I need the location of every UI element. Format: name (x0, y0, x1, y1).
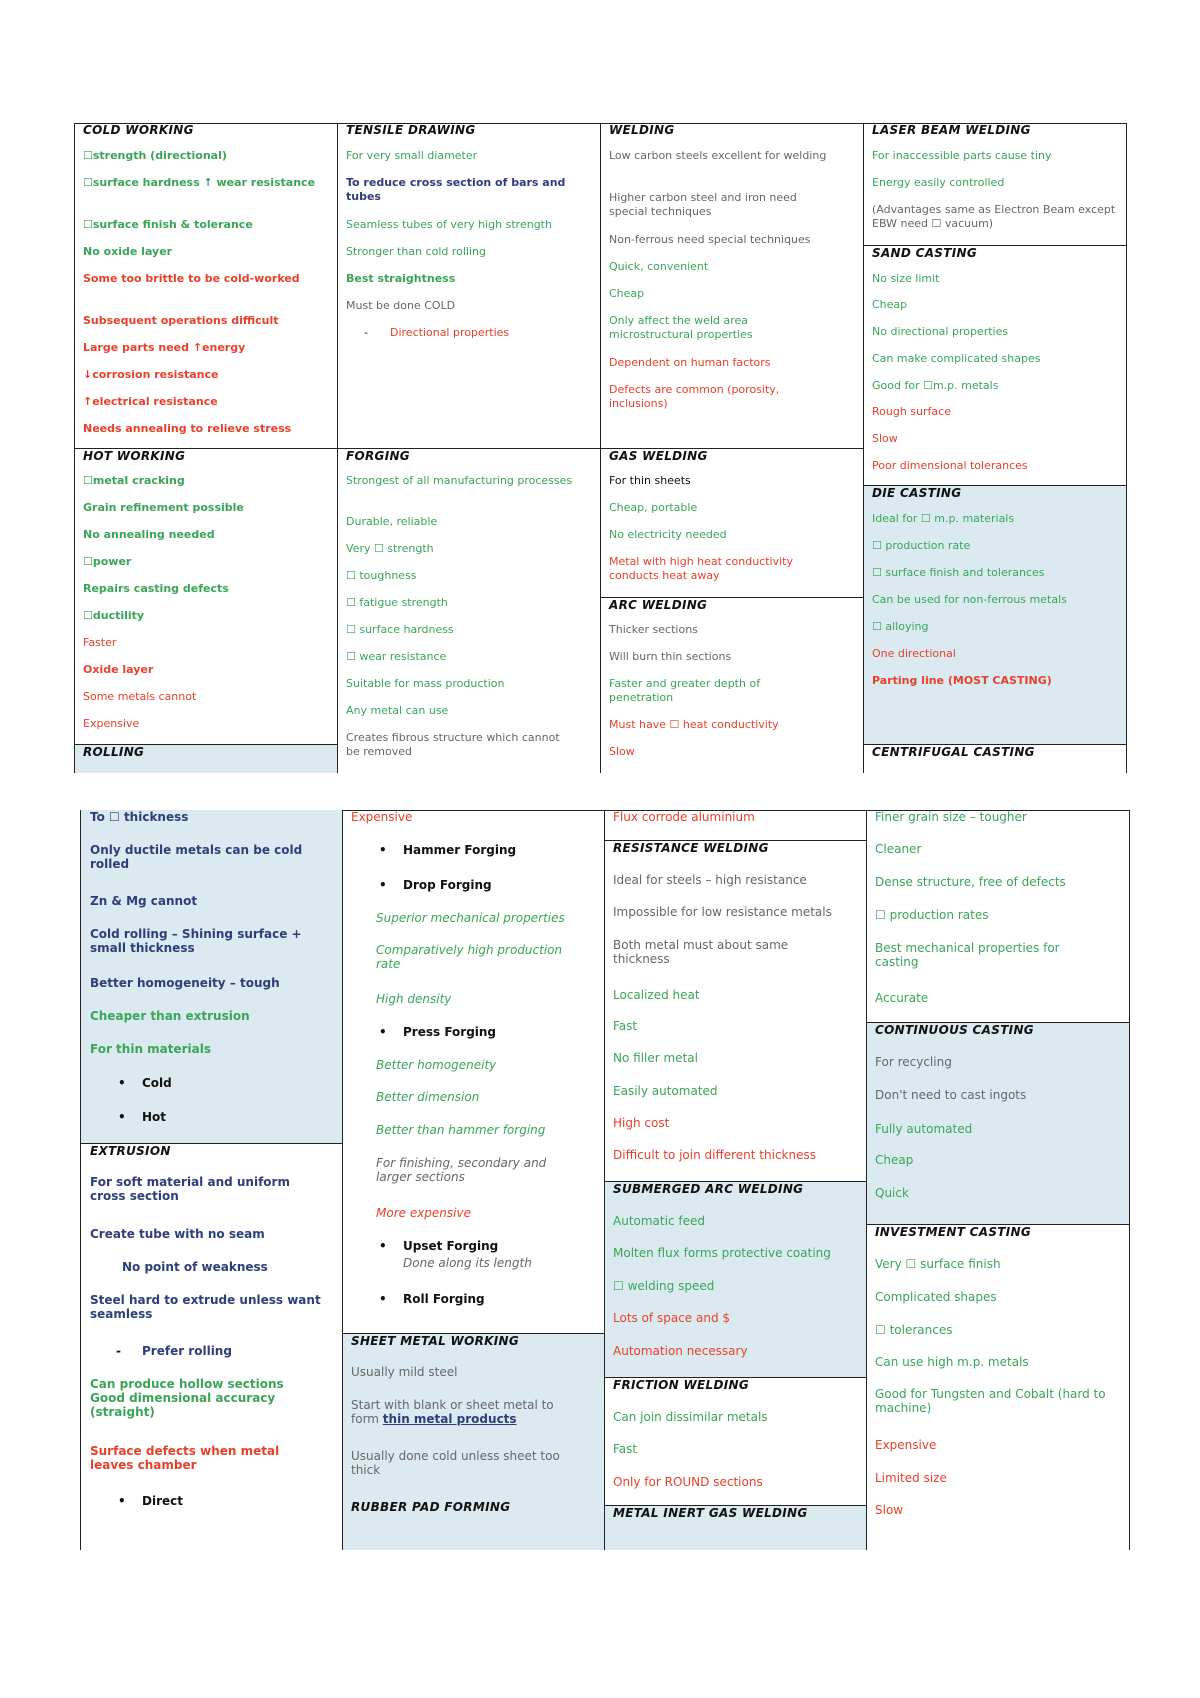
item: For finishing, secondary and larger sections (376, 1156, 547, 1184)
item: Cheap, portable (609, 501, 698, 514)
item: Molten flux forms protective coating (613, 1246, 831, 1260)
sheet2-column-3 (605, 810, 867, 1550)
heading-investment-casting: INVESTMENT CASTING (875, 1225, 1032, 1239)
item: Usually done cold unless sheet too thick (351, 1449, 560, 1477)
item: Defects are common (porosity, inclusions) (609, 383, 780, 410)
sheet1-column-2 (338, 123, 601, 773)
item: For very small diameter (346, 149, 478, 162)
section-continuous-casting (867, 1022, 1129, 1224)
section-friction-welding (605, 1377, 866, 1505)
item: Subsequent operations difficult (83, 314, 279, 327)
item: Large parts need ↑energy (83, 341, 246, 354)
item: Seamless tubes of very high strength (346, 218, 552, 231)
item: Fully automated (875, 1122, 973, 1136)
item: ☐strength (directional) (83, 149, 227, 162)
item: ☐ fatigue strength (346, 596, 448, 609)
item: Cheaper than extrusion (90, 1009, 250, 1023)
section-rolling-continued (81, 810, 342, 1143)
item: Expensive (83, 717, 140, 730)
item: Steel hard to extrude unless want seamless (90, 1293, 321, 1321)
item: ☐surface hardness ↑ wear resistance (83, 176, 316, 189)
section-investment-casting (867, 1224, 1129, 1550)
item: No filler metal (613, 1051, 698, 1065)
heading-gas-welding: GAS WELDING (609, 449, 708, 463)
sheet2-column-2 (343, 810, 605, 1550)
heading-rubber-pad-forming: RUBBER PAD FORMING (351, 1500, 511, 1514)
item: • Hot (142, 1110, 322, 1124)
item: For recycling (875, 1055, 952, 1069)
item: Some too brittle to be cold-worked (83, 272, 300, 285)
section-metal-inert-gas-welding (605, 1505, 866, 1550)
section-hot-working (75, 448, 337, 744)
item: Can use high m.p. metals (875, 1355, 1029, 1369)
item: ↓corrosion resistance (83, 368, 219, 381)
item: ☐metal cracking (83, 474, 185, 487)
item: ☐power (83, 555, 132, 568)
item: High density (376, 992, 452, 1006)
section-mig-continued (605, 810, 866, 840)
item: ☐ production rate (872, 539, 971, 552)
item: Better homogeneity (376, 1058, 497, 1072)
item: No annealing needed (83, 528, 215, 541)
heading-submerged-arc-welding: SUBMERGED ARC WELDING (613, 1182, 804, 1196)
item: Low carbon steels excellent for welding (609, 149, 827, 162)
item: Superior mechanical properties (376, 911, 565, 925)
item: Only affect the weld area microstructural properties (609, 314, 753, 341)
item: Slow (875, 1503, 904, 1517)
sheet-1 (74, 123, 1127, 773)
item: Ideal for steels – high resistance (613, 873, 807, 887)
item: Very ☐ strength (346, 542, 434, 555)
section-submerged-arc-welding (605, 1181, 866, 1377)
item: Lots of space and $ (613, 1311, 731, 1325)
item: Higher carbon steel and iron need special techniques (609, 191, 797, 218)
item: Faster and greater depth of penetration (609, 677, 761, 704)
item: Impossible for low resistance metals (613, 905, 832, 919)
item: Automation necessary (613, 1344, 748, 1358)
item: • Drop Forging (403, 878, 593, 892)
item: Can join dissimilar metals (613, 1410, 768, 1424)
section-sheet-metal-working (343, 1333, 604, 1550)
item: Non-ferrous need special techniques (609, 233, 811, 246)
heading-metal-inert-gas-welding: METAL INERT GAS WELDING (613, 1506, 808, 1520)
item: Quick, convenient (609, 260, 709, 273)
item: Can make complicated shapes (872, 352, 1041, 365)
item: Metal with high heat conductivity conducts heat away (609, 555, 793, 582)
item: Start with blank or sheet metal to form thin metal products (351, 1398, 554, 1426)
item: Faster (83, 636, 117, 649)
heading-cold-working: COLD WORKING (83, 123, 194, 137)
item: Must be done COLD (346, 299, 456, 312)
heading-friction-welding: FRICTION WELDING (613, 1378, 749, 1392)
item: No oxide layer (83, 245, 173, 258)
section-centrifugal-continued (867, 810, 1129, 1022)
item: Expensive (875, 1438, 937, 1452)
item: ☐ production rates (875, 908, 989, 922)
item: For thin sheets (609, 474, 691, 487)
section-gas-welding (601, 448, 863, 597)
item: Fast (613, 1019, 638, 1033)
heading-rolling: ROLLING (83, 745, 145, 759)
item: ☐ welding speed (613, 1279, 715, 1293)
item: Grain refinement possible (83, 501, 244, 514)
item: • Direct (142, 1494, 322, 1508)
item: Automatic feed (613, 1214, 705, 1228)
item: No directional properties (872, 325, 1009, 338)
item: Parting line (MOST CASTING) (872, 674, 1052, 687)
sheet2-column-1 (81, 810, 343, 1550)
item: Dependent on human factors (609, 356, 771, 369)
item: Slow (872, 432, 898, 445)
section-arc-welding (601, 597, 863, 773)
item: Slow (609, 745, 635, 758)
section-forging (338, 448, 600, 773)
item: Limited size (875, 1471, 947, 1485)
item: Only ductile metals can be cold rolled (90, 843, 303, 871)
item: Better dimension (376, 1090, 480, 1104)
item: Oxide layer (83, 663, 154, 676)
section-resistance-welding (605, 840, 866, 1181)
item: Cheap (875, 1153, 914, 1167)
item: (Advantages same as Electron Beam except EBW need ☐ vacuum) (872, 203, 1116, 230)
item: Repairs casting defects (83, 582, 229, 595)
item: Ideal for ☐ m.p. materials (872, 512, 1015, 525)
item: ↑electrical resistance (83, 395, 218, 408)
section-welding (601, 123, 863, 448)
heading-forging: FORGING (346, 449, 410, 463)
item: One directional (872, 647, 956, 660)
item: • Upset Forging (403, 1239, 593, 1253)
item: Energy easily controlled (872, 176, 1005, 189)
section-tensile-drawing (338, 123, 600, 448)
section-centrifugal-casting (864, 744, 1126, 773)
sheet1-column-3 (601, 123, 864, 773)
item: Localized heat (613, 988, 700, 1002)
item: Easily automated (613, 1084, 718, 1098)
item: No electricity needed (609, 528, 727, 541)
item: ☐ surface finish and tolerances (872, 566, 1045, 579)
item: Expensive (351, 810, 413, 824)
item: Complicated shapes (875, 1290, 997, 1304)
item: For thin materials (90, 1042, 212, 1056)
item: Can be used for non-ferrous metals (872, 593, 1067, 606)
item: Dense structure, free of defects (875, 875, 1066, 889)
heading-laser-beam-welding: LASER BEAM WELDING (872, 123, 1031, 137)
item: No size limit (872, 272, 940, 285)
heading-hot-working: HOT WORKING (83, 449, 186, 463)
item: Comparatively high production rate (376, 943, 563, 971)
item: ☐surface finish & tolerance (83, 218, 253, 231)
item: Poor dimensional tolerances (872, 459, 1028, 472)
section-cold-working (75, 123, 337, 448)
item: Needs annealing to relieve stress (83, 422, 292, 435)
item: Suitable for mass production (346, 677, 505, 690)
item: Accurate (875, 991, 929, 1005)
item: No point of weakness (122, 1260, 268, 1274)
item: Both metal must about same thickness (613, 938, 789, 966)
section-forging-continued (343, 810, 604, 1333)
heading-extrusion: EXTRUSION (90, 1144, 171, 1158)
item: Best straightness (346, 272, 456, 285)
section-extrusion (81, 1143, 342, 1550)
item: • Hammer Forging (403, 843, 593, 857)
item: Difficult to join different thickness (613, 1148, 816, 1162)
section-laser-beam-welding (864, 123, 1126, 245)
item: To reduce cross section of bars and tubes (346, 176, 566, 203)
item: Durable, reliable (346, 515, 438, 528)
item: Better than hammer forging (376, 1123, 546, 1137)
item: Only for ROUND sections (613, 1475, 763, 1489)
item: Zn & Mg cannot (90, 894, 198, 908)
item: Thicker sections (609, 623, 698, 636)
item: ☐ductility (83, 609, 145, 622)
sheet2-column-4 (867, 810, 1129, 1550)
sheet-2 (80, 810, 1130, 1550)
item: Create tube with no seam (90, 1227, 265, 1241)
item: Fast (613, 1442, 638, 1456)
heading-welding: WELDING (609, 123, 675, 137)
item: ☐ wear resistance (346, 650, 447, 663)
heading-continuous-casting: CONTINUOUS CASTING (875, 1023, 1034, 1037)
item: Don't need to cast ingots (875, 1088, 1027, 1102)
item: Finer grain size – tougher (875, 810, 1027, 824)
item: To ☐ thickness (90, 810, 189, 824)
section-die-casting (864, 485, 1126, 744)
item: Flux corrode aluminium (613, 810, 755, 824)
item: For soft material and uniform cross section (90, 1175, 290, 1203)
item: Rough surface (872, 405, 951, 418)
item: High cost (613, 1116, 670, 1130)
item: ☐ tolerances (875, 1323, 953, 1337)
item: Very ☐ surface finish (875, 1257, 1001, 1271)
item: Cleaner (875, 842, 922, 856)
sheet1-column-1 (75, 123, 338, 773)
section-sand-casting (864, 245, 1126, 485)
heading-tensile-drawing: TENSILE DRAWING (346, 123, 476, 137)
item: Cheap (609, 287, 645, 300)
item: Surface defects when metal leaves chamber (90, 1444, 280, 1472)
item: Stronger than cold rolling (346, 245, 486, 258)
item: For inaccessible parts cause tiny (872, 149, 1052, 162)
heading-resistance-welding: RESISTANCE WELDING (613, 841, 769, 855)
item: - Prefer rolling (142, 1344, 322, 1358)
heading-sand-casting: SAND CASTING (872, 246, 977, 260)
item: • Roll Forging (403, 1292, 593, 1306)
link-thin-metal-products[interactable]: thin metal products (382, 1412, 517, 1426)
item: ☐ surface hardness (346, 623, 454, 636)
item: Creates fibrous structure which cannot be removed (346, 731, 560, 758)
item: Can produce hollow sections Good dimensional accuracy (straight) (90, 1377, 284, 1419)
item: Better homogeneity – tough (90, 976, 280, 990)
item: • Cold (142, 1076, 322, 1090)
item: ☐ toughness (346, 569, 417, 582)
item: Any metal can use (346, 704, 449, 717)
item: - Directional properties (390, 326, 590, 340)
item: Cold rolling – Shining surface + small thickness (90, 927, 302, 955)
heading-centrifugal-casting: CENTRIFUGAL CASTING (872, 745, 1035, 759)
item: Some metals cannot (83, 690, 197, 703)
item: Cheap (872, 298, 908, 311)
heading-arc-welding: ARC WELDING (609, 598, 708, 612)
item: • Press Forging (403, 1025, 593, 1039)
item: ☐ alloying (872, 620, 929, 633)
item: Usually mild steel (351, 1365, 458, 1379)
sheet1-column-4 (864, 123, 1126, 773)
heading-die-casting: DIE CASTING (872, 486, 962, 500)
item: Done along its length (403, 1256, 532, 1270)
item: Quick (875, 1186, 909, 1200)
item: Strongest of all manufacturing processes (346, 474, 573, 487)
heading-sheet-metal-working: SHEET METAL WORKING (351, 1334, 519, 1348)
item: Good for ☐m.p. metals (872, 379, 999, 392)
item: More expensive (376, 1206, 471, 1220)
item: Will burn thin sections (609, 650, 732, 663)
item: Best mechanical properties for casting (875, 941, 1060, 969)
section-rolling (75, 744, 337, 773)
item: Good for Tungsten and Cobalt (hard to machine) (875, 1387, 1106, 1415)
item: Must have ☐ heat conductivity (609, 718, 779, 731)
